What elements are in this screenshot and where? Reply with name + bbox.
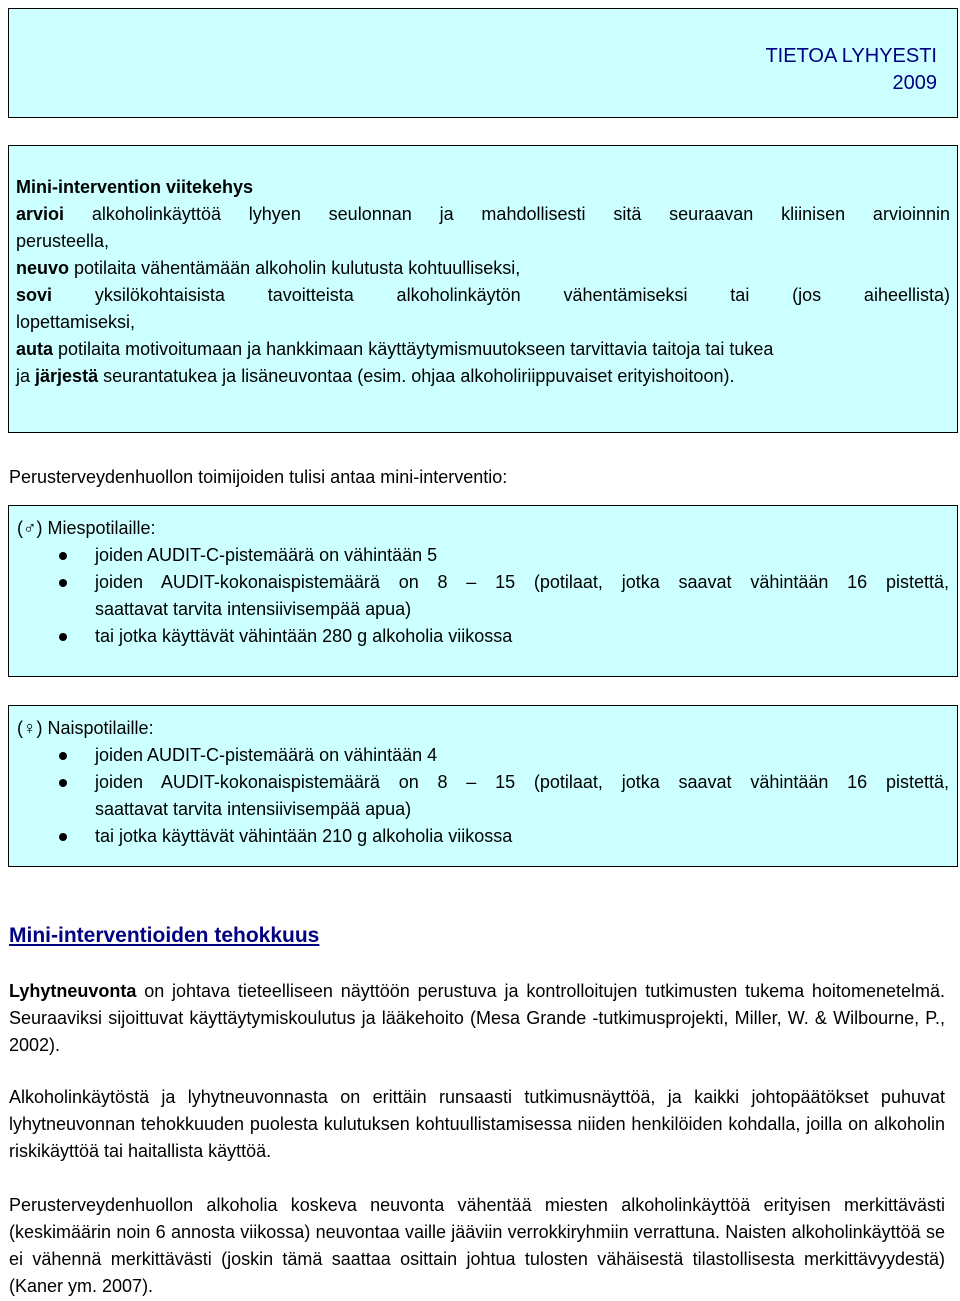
list-item: tai jotka käyttävät vähintään 280 g alkoholia viikossa: [17, 623, 949, 650]
sovi-keyword: sovi: [16, 285, 53, 305]
header-box: [8, 8, 958, 118]
male-heading: Miespotilaille:: [47, 518, 156, 538]
list-item: joiden AUDIT-kokonaispistemäärä on 8 – 15 (potilaat, jotka saavat vähintään 16 pistettä, saattavat tarvita intensiivisempää apua): [17, 769, 949, 823]
auta-text: potilaita motivoitumaan ja hankkimaan käyttäytymismuutokseen tarvittavia taitoja tai tukea: [58, 339, 774, 359]
female-heading-line: [17, 715, 949, 742]
list-item: tai jotka käyttävät vähintään 210 g alkoholia viikossa: [17, 823, 949, 850]
effectiveness-paragraph-1: [9, 978, 945, 1059]
male-symbol-icon: (♂): [17, 518, 43, 538]
sovi-line: [16, 282, 950, 309]
paragraph-1-text: on johtava tieteelliseen näyttöön perustuva ja kontrolloitujen tutkimusten tukema hoitomenetelmä. Seuraaviksi sijoittuvat käyttäytymiskoulutus ja lääkehoito (Mesa Grande -tutkimusprojekti, Miller, W. & Wilbourne, P., 2002).: [9, 981, 945, 1055]
male-heading-line: [17, 515, 949, 542]
ja-text: ja: [16, 366, 31, 386]
sovi-text: yksilökohtaisista tavoitteista alkoholinkäytön vähentämiseksi tai (jos aiheellista): [94, 285, 950, 305]
arvioi-line: [16, 201, 950, 228]
list-item: joiden AUDIT-C-pistemäärä on vähintään 5: [17, 542, 949, 569]
bullet-icon: [59, 833, 67, 841]
arvioi-text: alkoholinkäyttöä lyhyen seulonnan ja mahdollisesti sitä seuraavan kliinisen arvioinnin: [91, 204, 950, 224]
bullet-icon: [59, 779, 67, 787]
male-criteria-box: [8, 505, 958, 677]
header-title: TIETOA LYHYESTI: [765, 45, 937, 67]
female-criteria-box: [8, 705, 958, 867]
auta-line: [16, 336, 950, 363]
lyhytneuvonta-keyword: Lyhytneuvonta: [9, 981, 137, 1001]
header-title-block: [765, 43, 937, 97]
effectiveness-paragraph-2: Alkoholinkäytöstä ja lyhytneuvonnasta on erittäin runsaasti tutkimusnäyttöä, ja kaikki johtopäätökset puhuvat lyhytneuvonnan tehokkuuden puolesta kulutuksen kohtuullistamisessa niiden henkilöiden kohdalla, joilla on alkoholin riskikäyttöä tai haitallista käyttöä.: [9, 1087, 945, 1161]
female-heading: Naispotilaille:: [47, 718, 154, 738]
intervention-framework-box: [8, 145, 958, 433]
primary-care-intro: Perusterveydenhuollon toimijoiden tulisi antaa mini-interventio:: [9, 467, 508, 487]
neuvo-line: [16, 255, 950, 282]
neuvo-text: potilaita vähentämään alkoholin kulutusta kohtuulliseksi,: [74, 258, 521, 278]
female-symbol-icon: (♀): [17, 718, 43, 738]
list-item: joiden AUDIT-kokonaispistemäärä on 8 – 15 (potilaat, jotka saavat vähintään 16 pistettä, saattavat tarvita intensiivisempää apua): [17, 569, 949, 623]
jarjesta-text: seurantatukea ja lisäneuvontaa (esim. ohjaa alkoholiriippuvaiset erityishoitoon).: [103, 366, 735, 386]
bullet-icon: [59, 633, 67, 641]
arvioi-keyword: arvioi: [16, 204, 65, 224]
sovi-line-cont: lopettamiseksi,: [16, 312, 136, 332]
neuvo-keyword: neuvo: [16, 258, 70, 278]
jarjesta-line: [16, 363, 950, 390]
effectiveness-paragraph-3: Perusterveydenhuollon alkoholia koskeva neuvonta vähentää miesten alkoholinkäyttöä erityisen merkittävästi (keskimäärin noin 6 annosta viikossa) neuvontaa vaille jääviin verrokkiryhmiin verrattuna. Naisten alkoholinkäyttöä se ei vähennä merkittävästi (joskin tämä saattaa osittain johtua tulosten vähäisestä tilastollisesta merkittävyydestä) (Kaner ym. 2007).: [9, 1195, 945, 1296]
bullet-icon: [59, 752, 67, 760]
header-year: 2009: [892, 72, 937, 94]
effectiveness-title: Mini-interventioiden tehokkuus: [9, 924, 320, 947]
bullet-icon: [59, 552, 67, 560]
auta-keyword: auta: [16, 339, 54, 359]
bullet-icon: [59, 579, 67, 587]
framework-heading: Mini-intervention viitekehys: [16, 177, 254, 197]
list-item: joiden AUDIT-C-pistemäärä on vähintään 4: [17, 742, 949, 769]
arvioi-line-cont: perusteella,: [16, 231, 110, 251]
jarjesta-keyword: järjestä: [35, 366, 99, 386]
